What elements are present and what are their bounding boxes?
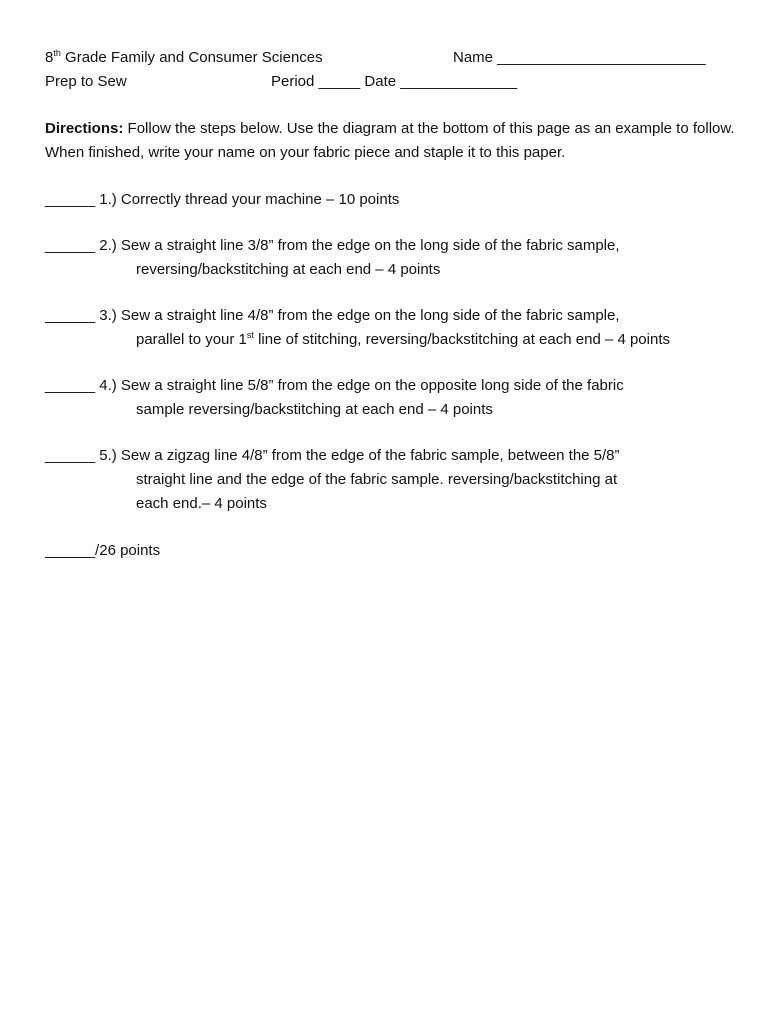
step-4-line-2: sample reversing/backstitching at each end – 4 points <box>136 401 493 418</box>
step-3-line-2 <box>45 328 735 352</box>
header-row-1 <box>45 46 735 70</box>
step-2-line-2: reversing/backstitching at each end – 4 points <box>136 261 441 278</box>
step-5-line-3: each end.– 4 points <box>136 495 267 512</box>
step-3-superscript: st <box>246 330 254 340</box>
grade-number: 8 <box>45 49 54 66</box>
directions-label: Directions: <box>45 120 124 137</box>
step-5-line-1: ______ 5.) Sew a zigzag line 4/8” from the edge of the fabric sample, between the 5/8” <box>45 447 620 464</box>
step-1-line-1: ______ 1.) Correctly thread your machine – 10 points <box>45 191 400 208</box>
course-title <box>45 46 323 70</box>
name-field: Name _________________________ <box>453 49 706 66</box>
grade-superscript: th <box>53 48 61 58</box>
step-4 <box>45 374 735 422</box>
step-3 <box>45 304 735 352</box>
step-3-line-1: ______ 3.) Sew a straight line 4/8” from the edge on the long side of the fabric sample, <box>45 307 620 324</box>
step-2-line-1: ______ 2.) Sew a straight line 3/8” from the edge on the long side of the fabric sample, <box>45 237 620 254</box>
header-row-2 <box>45 70 735 94</box>
step-3-line-2-post: line of stitching, reversing/backstitching at each end – 4 points <box>253 331 670 348</box>
directions-paragraph <box>45 117 735 165</box>
step-5 <box>45 444 735 516</box>
step-5-line-2: straight line and the edge of the fabric sample. reversing/backstitching at <box>136 471 618 488</box>
step-2 <box>45 234 735 282</box>
step-1 <box>45 188 735 212</box>
total-points: ______/26 points <box>45 542 161 559</box>
step-4-line-1: ______ 4.) Sew a straight line 5/8” from the edge on the opposite long side of the fabric <box>45 377 624 394</box>
unit-title: Prep to Sew <box>45 73 127 90</box>
course-name: Grade Family and Consumer Sciences <box>60 49 323 66</box>
step-3-line-2-pre: parallel to your 1 <box>136 331 247 348</box>
period-date-field: Period _____ Date ______________ <box>271 73 518 90</box>
directions-text: Follow the steps below. Use the diagram at the bottom of this page as an example to follow. When finished, write your name on your fabric piece and staple it to this paper. <box>45 120 735 161</box>
worksheet-page <box>45 46 735 563</box>
